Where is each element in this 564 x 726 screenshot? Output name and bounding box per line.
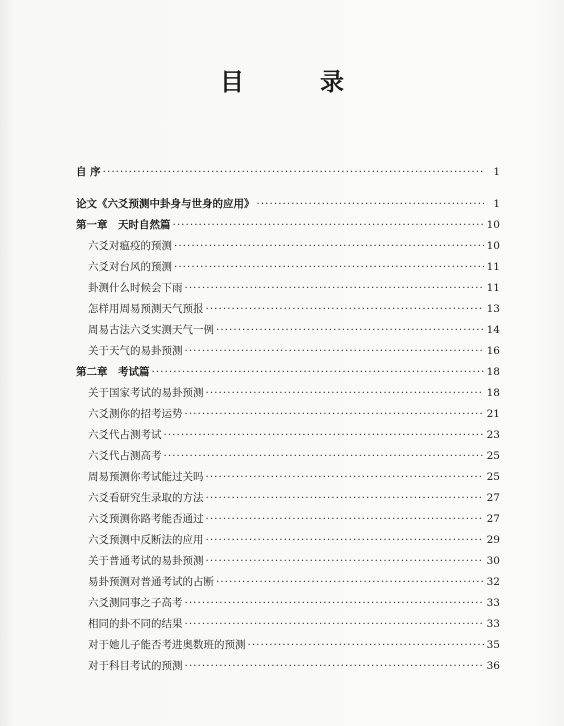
dot-leader [206, 471, 485, 483]
toc-entry-page: 18 [486, 387, 500, 399]
toc-entry-label: 六爻测同事之子高考 [88, 597, 183, 609]
toc-entry-label: 第一章 天时自然篇 [76, 219, 171, 231]
toc-entry-page: 1 [493, 198, 500, 210]
toc-entry [76, 427, 500, 448]
dot-leader [152, 366, 485, 378]
toc-entry [76, 511, 500, 532]
toc-entry-label: 六爻代占测高考 [88, 450, 162, 462]
toc-entry [76, 385, 500, 406]
toc-entry-preface [76, 164, 500, 185]
toc-entry-label: 自 序 [76, 166, 101, 178]
toc-entry [76, 280, 500, 301]
toc-entry-label: 第二章 考试篇 [76, 366, 150, 378]
toc-entry-label: 六爻代占测考试 [88, 429, 162, 441]
toc-entry-page: 25 [486, 471, 500, 483]
toc-entry-page: 10 [486, 219, 500, 231]
dot-leader [185, 408, 485, 420]
dot-leader [206, 303, 485, 315]
dot-leader [185, 660, 485, 672]
toc-entry-label: 六爻看研究生录取的方法 [88, 492, 204, 504]
toc-entry-page: 11 [486, 282, 500, 294]
dot-leader [216, 324, 484, 336]
toc-entry [76, 637, 500, 658]
toc-entry [76, 259, 500, 280]
toc-entry-page: 23 [486, 429, 500, 441]
toc-entry-label: 相同的卦不同的结果 [88, 618, 183, 630]
dot-leader [103, 166, 484, 178]
toc-entry-label: 六爻预测中反断法的应用 [88, 534, 204, 546]
toc-entry-page: 1 [493, 166, 500, 178]
toc-entry [76, 532, 500, 553]
toc-entry-label: 六爻对台风的预测 [88, 261, 172, 273]
dot-leader [164, 450, 485, 462]
dot-leader [185, 597, 485, 609]
toc-entry-page: 32 [486, 576, 500, 588]
toc-chapter-1 [76, 217, 500, 238]
toc-entry-page: 14 [486, 324, 500, 336]
toc-entry [76, 595, 500, 616]
toc-entry-page: 18 [486, 366, 500, 378]
toc-entry-label: 六爻测你的招考运势 [88, 408, 183, 420]
dot-leader [206, 492, 485, 504]
toc-entry-page: 21 [486, 408, 500, 420]
dot-leader [164, 429, 485, 441]
toc-entry-page: 33 [486, 618, 500, 630]
toc-entry-label: 关于普通考试的易卦预测 [88, 555, 204, 567]
toc-entry-label: 周易古法六爻实测天气一例 [88, 324, 214, 336]
toc-entry-label: 六爻预测你路考能否通过 [88, 513, 204, 525]
toc-entry-thesis [76, 196, 500, 217]
dot-leader [216, 576, 484, 588]
dot-leader [206, 513, 485, 525]
toc-entry-page: 11 [486, 261, 500, 273]
dot-leader [206, 387, 485, 399]
toc-entry-page: 27 [486, 492, 500, 504]
toc-entry-page: 33 [486, 597, 500, 609]
toc-entry [76, 301, 500, 322]
dot-leader [257, 198, 485, 210]
toc-entry [76, 658, 500, 679]
toc-entry-label: 论文《六爻预测中卦身与世身的应用》 [76, 198, 255, 210]
dot-leader [173, 219, 485, 231]
toc-entry-page: 13 [486, 303, 500, 315]
toc-entry-page: 10 [486, 240, 500, 252]
toc-entry-label: 周易预测你考试能过关吗 [88, 471, 204, 483]
toc-entry-label: 关于天气的易卦预测 [88, 345, 183, 357]
dot-leader [174, 261, 484, 273]
toc-entry-page: 16 [486, 345, 500, 357]
toc-entry-page: 25 [486, 450, 500, 462]
dot-leader [174, 240, 484, 252]
toc-entry [76, 322, 500, 343]
dot-leader [185, 618, 485, 630]
toc-entry-page: 36 [486, 660, 500, 672]
toc-entry-label: 对于科目考试的预测 [88, 660, 183, 672]
toc-entry [76, 490, 500, 511]
toc-entry [76, 574, 500, 595]
toc-entry [76, 616, 500, 637]
dot-leader [185, 345, 485, 357]
toc-entry-label: 怎样用周易预测天气预报 [88, 303, 204, 315]
toc-entry-label: 六爻对瘟疫的预测 [88, 240, 172, 252]
toc-entry-label: 关于国家考试的易卦预测 [88, 387, 204, 399]
toc-chapter-2 [76, 364, 500, 385]
toc-entry-page: 29 [486, 534, 500, 546]
toc-entry [76, 448, 500, 469]
toc-entry-label: 易卦预测对普通考试的占断 [88, 576, 214, 588]
toc-entry-label: 对于她儿子能否考进奥数班的预测 [88, 639, 246, 651]
toc-entry [76, 238, 500, 259]
dot-leader [206, 534, 485, 546]
table-of-contents [76, 164, 500, 679]
toc-entry-page: 30 [486, 555, 500, 567]
toc-entry-label: 卦测什么时候会下雨 [88, 282, 183, 294]
toc-entry [76, 406, 500, 427]
toc-entry-page: 27 [486, 513, 500, 525]
dot-leader [206, 555, 485, 567]
dot-leader [185, 282, 485, 294]
dot-leader [248, 639, 485, 651]
toc-entry [76, 553, 500, 574]
toc-entry-page: 35 [486, 639, 500, 651]
toc-entry [76, 469, 500, 490]
page-title: 目 录 [220, 67, 370, 96]
toc-entry [76, 343, 500, 364]
